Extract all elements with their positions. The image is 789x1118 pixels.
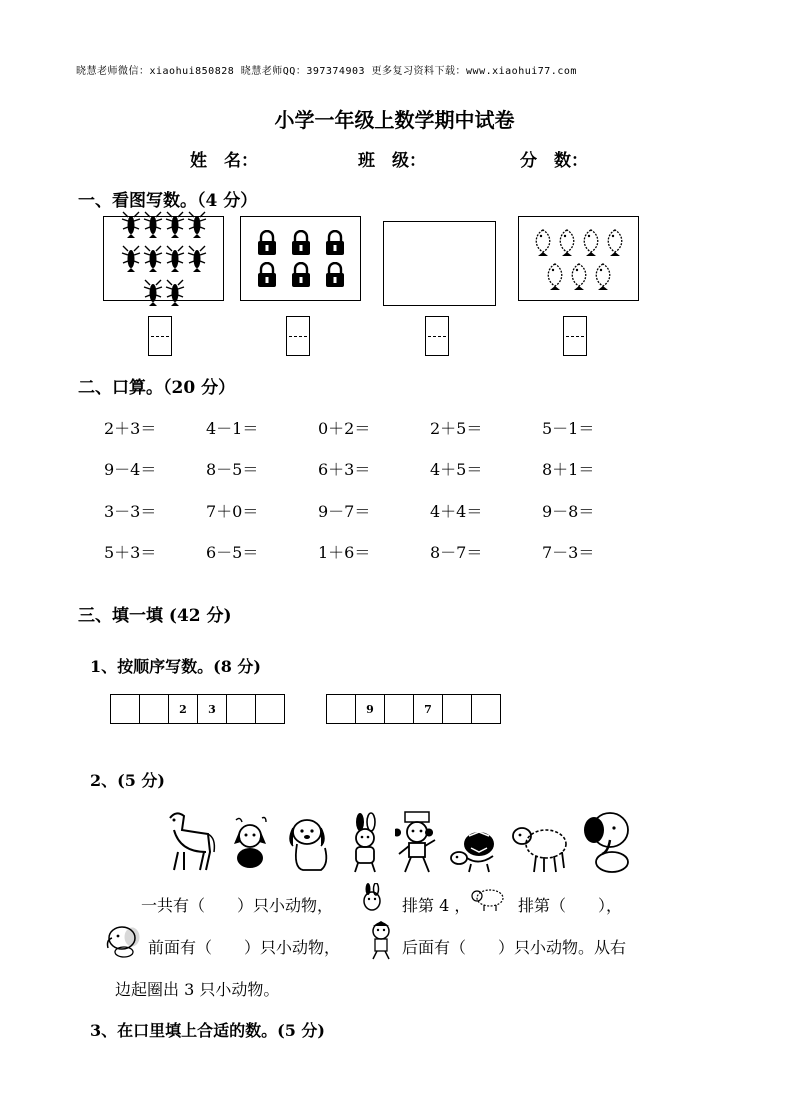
section2-heading: 二、口算。（20 分）	[78, 378, 236, 398]
lobster-icon	[142, 208, 164, 242]
calc-problem: 4＋4＝	[430, 502, 483, 521]
sequence-cell[interactable]	[139, 695, 168, 723]
padlock-icon	[250, 259, 284, 291]
q2-line3: 边起圈出 3 只小动物。	[115, 980, 280, 999]
calc-problem: 7＋0＝	[206, 502, 259, 521]
picture-box-locks	[240, 216, 361, 301]
calc-problem: 9－8＝	[542, 502, 595, 521]
calc-problem: 5－1＝	[542, 419, 595, 438]
q2-line1c: 排第（ ），	[518, 896, 623, 915]
sheep-icon	[470, 886, 506, 916]
padlock-icon	[318, 259, 352, 291]
q2-line2b: 后面有（ ）只小动物。从右	[402, 938, 627, 957]
q2-line1a: 一共有（ ）只小动物，	[141, 896, 334, 915]
rabbit-icon	[345, 812, 385, 878]
lobster-icon	[142, 276, 164, 310]
lobster-icon	[120, 208, 142, 242]
dog-icon	[283, 814, 335, 878]
calc-problem: 9－7＝	[318, 502, 371, 521]
sequence-cell[interactable]	[442, 695, 471, 723]
sequence-cell[interactable]	[255, 695, 284, 723]
header-contact: 晓慧老师微信：xiaohui850828 晓慧老师QQ：397374903 更多复习资料下载：www.xiaohui77.com	[76, 66, 577, 77]
calc-problem: 6－5＝	[206, 543, 259, 562]
sequence-cell: 3	[197, 695, 226, 723]
calc-problem: 7－3＝	[542, 543, 595, 562]
calc-problem: 8－7＝	[430, 543, 483, 562]
lobster-icon	[120, 242, 142, 276]
monkey-icon	[365, 920, 397, 964]
lobster-icon	[186, 208, 208, 242]
fish-icon	[591, 259, 615, 293]
score-label: 分 数：	[520, 151, 588, 171]
picture-box-fish	[518, 216, 639, 301]
sheep-icon	[510, 818, 570, 878]
fish-icon	[579, 225, 603, 259]
class-label: 班 级：	[358, 151, 426, 171]
elephant-icon	[580, 808, 640, 878]
q2-heading: 2、(5 分)	[90, 771, 165, 790]
sequence-cell[interactable]	[111, 695, 139, 723]
fish-icon	[567, 259, 591, 293]
padlock-icon	[284, 259, 318, 291]
calc-problem: 6＋3＝	[318, 460, 371, 479]
answer-box[interactable]	[286, 316, 310, 356]
fish-icon	[603, 225, 627, 259]
q2-line1b: 排第 4 ，	[402, 896, 471, 915]
picture-box-empty	[383, 221, 496, 306]
fish-icon	[531, 225, 555, 259]
calc-problem: 0＋2＝	[318, 419, 371, 438]
sequence-cell: 2	[168, 695, 197, 723]
lobster-icon	[164, 208, 186, 242]
padlock-icon	[318, 227, 352, 259]
monkey-icon	[395, 810, 439, 878]
sequence-cell[interactable]	[471, 695, 500, 723]
calc-problem: 5＋3＝	[104, 543, 157, 562]
answer-box[interactable]	[563, 316, 587, 356]
padlock-icon	[250, 227, 284, 259]
q1-heading: 1、按顺序写数。(8 分)	[90, 657, 261, 676]
calc-problem: 4＋5＝	[430, 460, 483, 479]
page-title: 小学一年级上数学期中试卷	[274, 108, 515, 132]
section1-heading: 一、看图写数。（4 分）	[78, 191, 258, 211]
calc-problem: 3－3＝	[104, 502, 157, 521]
calc-problem: 8＋1＝	[542, 460, 595, 479]
rabbit-icon	[357, 883, 387, 917]
answer-box[interactable]	[425, 316, 449, 356]
turtle-icon	[449, 822, 501, 878]
sequence-row-b	[326, 694, 501, 724]
sequence-row-a	[110, 694, 285, 724]
fish-icon	[543, 259, 567, 293]
calc-problem: 2＋5＝	[430, 419, 483, 438]
calc-problem: 9－4＝	[104, 460, 157, 479]
lobster-icon	[186, 242, 208, 276]
q2-line2a: 前面有（ ）只小动物，	[148, 938, 341, 957]
name-label: 姓 名：	[190, 151, 258, 171]
puppy-icon	[228, 814, 274, 878]
picture-box-lobsters	[103, 216, 224, 301]
sequence-cell[interactable]	[327, 695, 355, 723]
section3-heading: 三、填一填 (42 分)	[78, 606, 232, 626]
horse-icon	[160, 808, 218, 878]
calc-problem: 4－1＝	[206, 419, 259, 438]
sequence-cell[interactable]	[226, 695, 255, 723]
answer-box[interactable]	[148, 316, 172, 356]
animal-row	[160, 808, 640, 878]
fish-icon	[555, 225, 579, 259]
lobster-icon	[164, 242, 186, 276]
sequence-cell[interactable]	[384, 695, 413, 723]
q3-heading: 3、在口里填上合适的数。(5 分)	[90, 1021, 325, 1040]
calc-problem: 1＋6＝	[318, 543, 371, 562]
calc-problem: 8－5＝	[206, 460, 259, 479]
lobster-icon	[164, 276, 186, 310]
calc-problem: 2＋3＝	[104, 419, 157, 438]
padlock-icon	[284, 227, 318, 259]
sequence-cell: 9	[355, 695, 384, 723]
sequence-cell: 7	[413, 695, 442, 723]
lobster-icon	[142, 242, 164, 276]
elephant-icon	[104, 924, 144, 962]
